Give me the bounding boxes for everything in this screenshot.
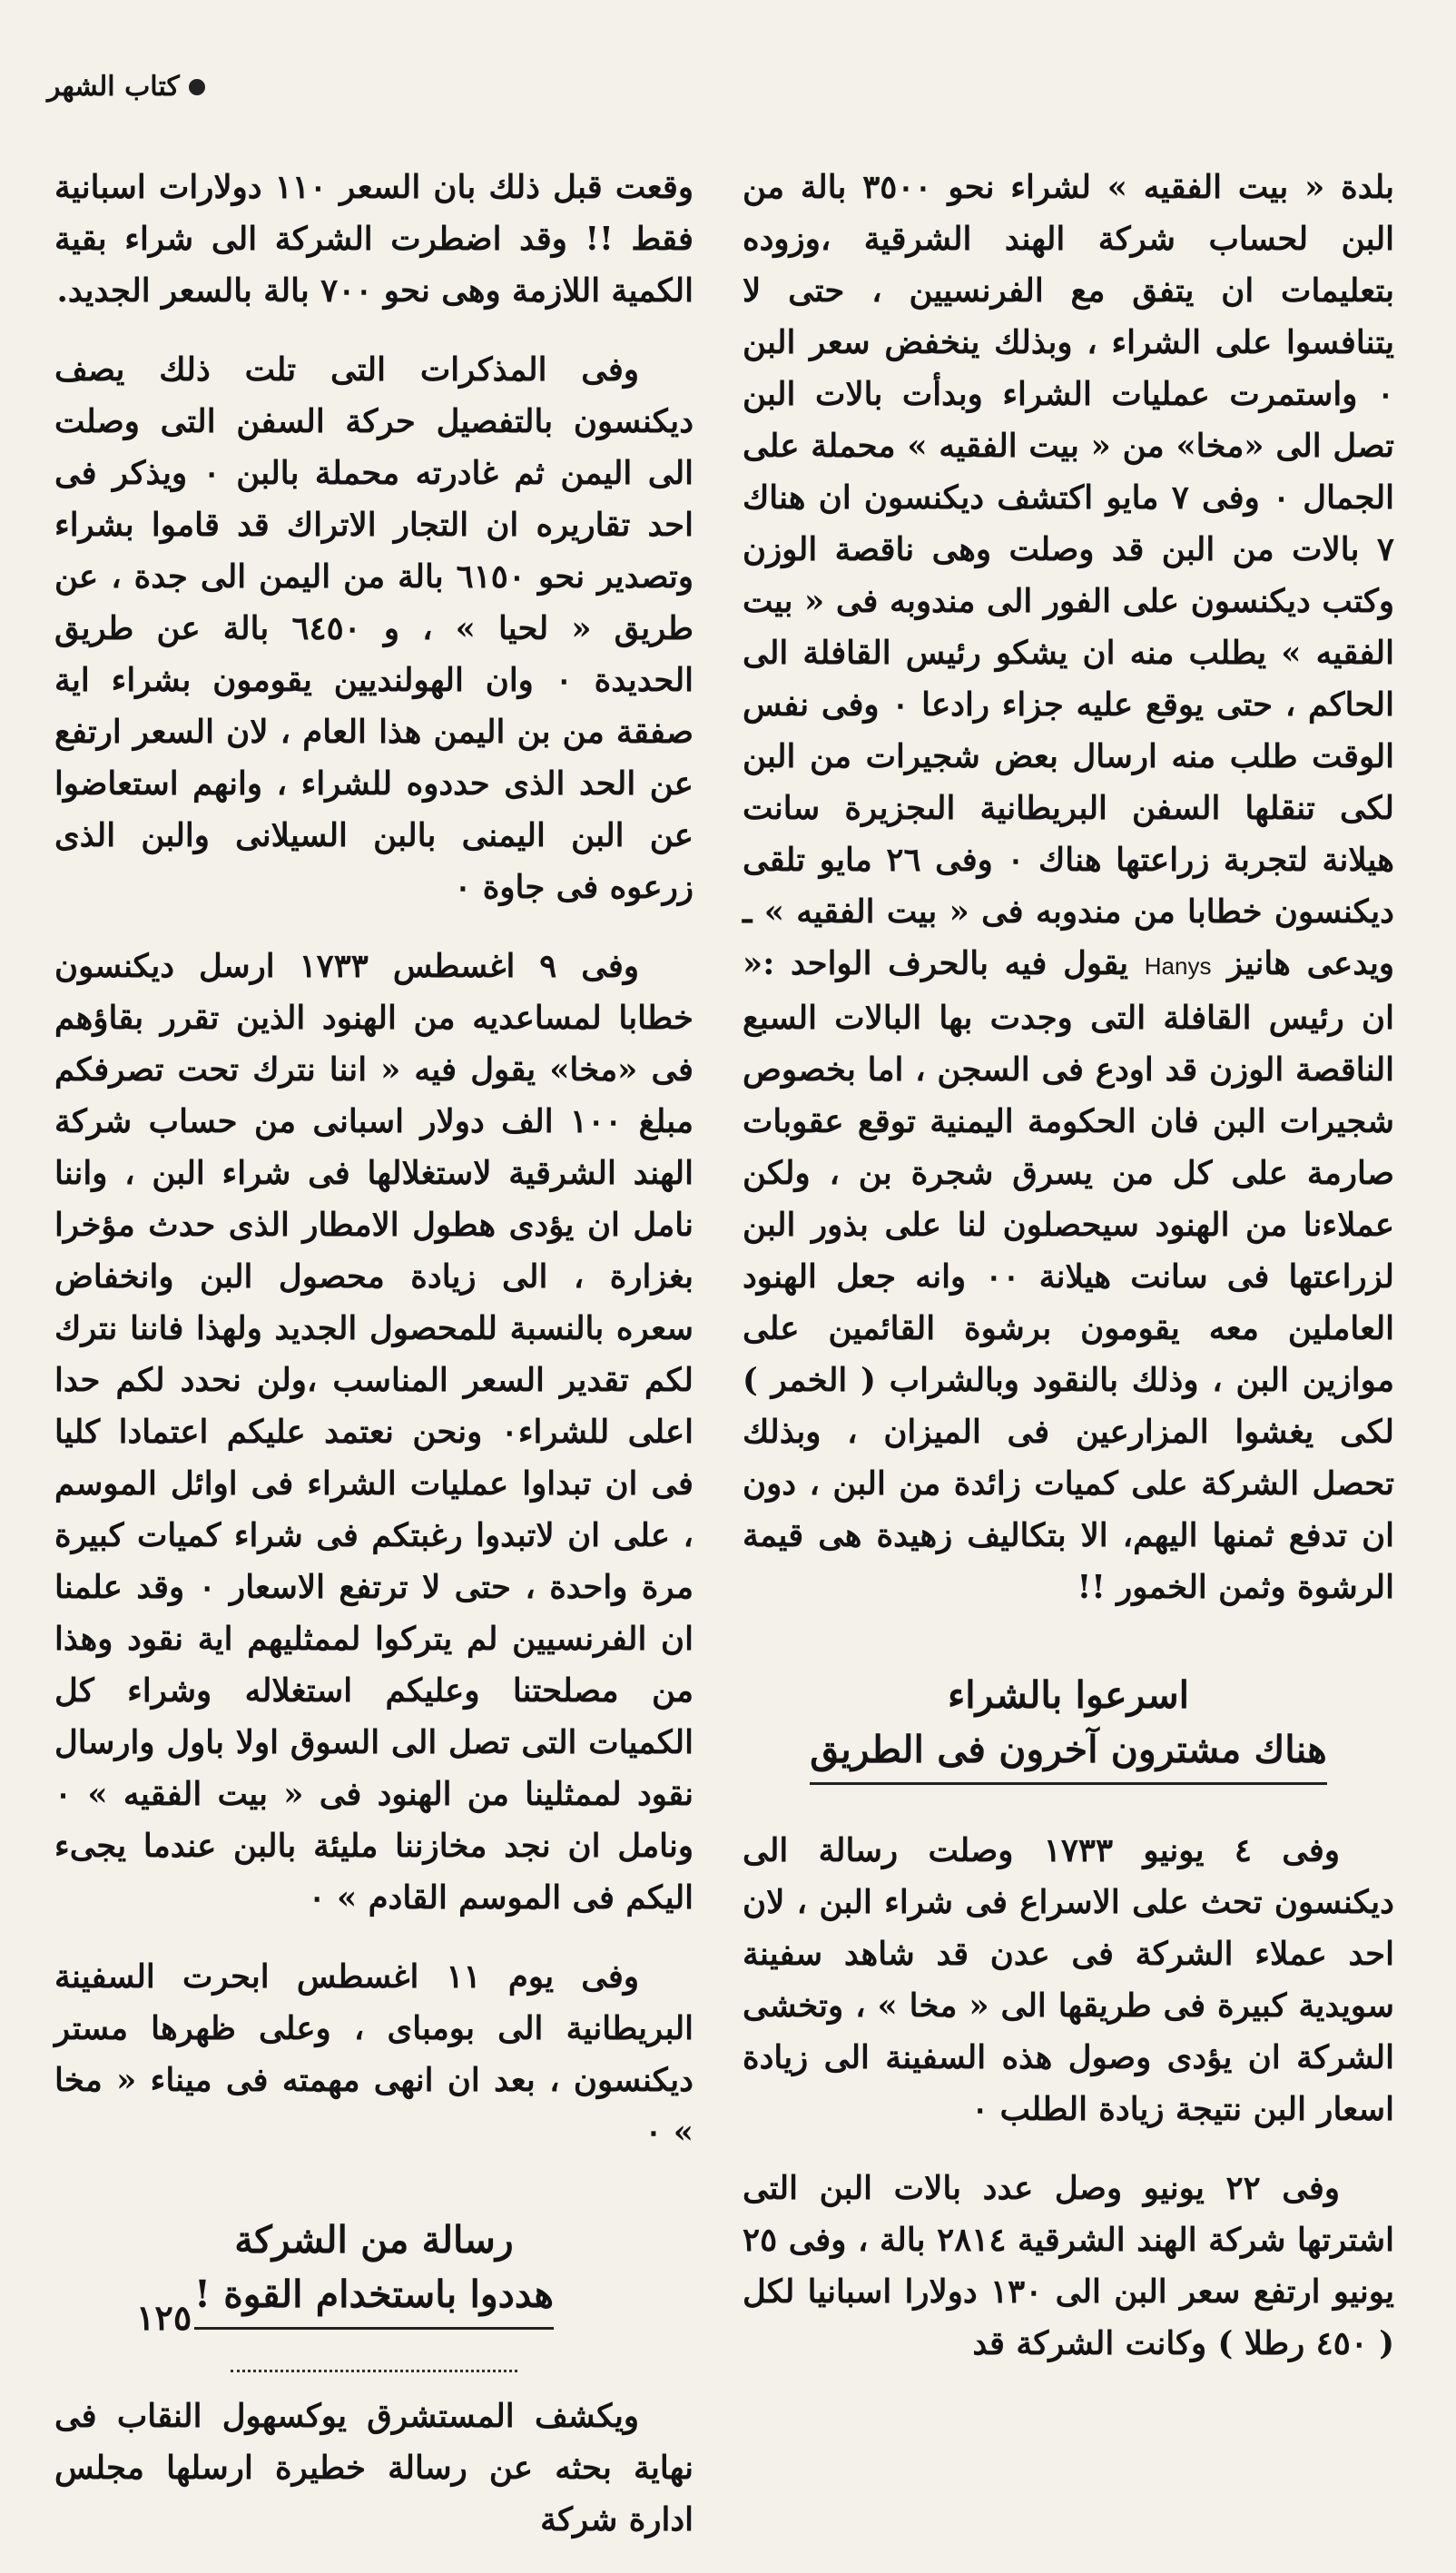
- heading-line-2: هناك مشترون آخرون فى الطريق: [810, 1722, 1327, 1785]
- right-paragraph-2: وفى ٤ يونيو ١٧٣٣ وصلت رسالة الى ديكنسون تحث على الاسراع فى شراء البن ، لان احد عملاء الشركة فى عدن قد شاهد سفينة سويدية كبيرة فى طريقها الى « مخا » ، وتخشى الشركة ان يؤدى وصول هذه السفينة الى زيادة اسعار البن نتيجة زيادة الطلب ٠: [743, 1832, 1394, 2128]
- heading-line-1: رسالة من الشركة: [234, 2218, 514, 2262]
- right-paragraph-3: وفى ٢٢ يونيو وصل عدد بالات البن التى اشترتها شركة الهند الشرقية ٢٨١٤ بالة ، وفى ٢٥ يونيو ارتفع سعر البن الى ١٣٠ دولارا اسبانيا لكل ( ٤٥٠ رطلا ) وكانت الشركة قد: [743, 2170, 1394, 2362]
- right-column: [743, 162, 1394, 2397]
- running-title: كتاب الشهر: [47, 71, 180, 103]
- left-column: [54, 162, 694, 2573]
- page-number: ١٢٥: [136, 2297, 192, 2338]
- heading-line-1: اسرعوا بالشراء: [948, 1673, 1189, 1717]
- section-heading-rush: [743, 1668, 1394, 1785]
- heading-line-2: هددوا باستخدام القوة !: [194, 2267, 554, 2330]
- dotted-divider: [231, 2370, 518, 2372]
- left-paragraph-5: ويكشف المستشرق يوكسهول النقاب فى نهاية بحثه عن رسالة خطيرة ارسلها مجلس ادارة شركة: [54, 2398, 694, 2538]
- running-header: [47, 71, 205, 103]
- left-paragraph-4: وفى يوم ١١ اغسطس ابحرت السفينة البريطانية الى بومباى ، وعلى ظهرها مستر ديكنسون ، بعد ان انهى مهمته فى ميناء « مخا » ٠: [54, 1958, 694, 2151]
- right-paragraph-1: بلدة « بيت الفقيه » لشراء نحو ٣٥٠٠ بالة من البن لحساب شركة الهند الشرقية ،وزوده بتعليمات ان يتفق مع الفرنسيين ، حتى لا يتنافسوا على الشراء ، وبذلك ينخفض سعر البن ٠ واستمرت عمليات الشراء وبدأت بالات البن تصل الى «مخا» من « بيت الفقيه » محملة على الجمال ٠ وفى ٧ مايو اكتشف ديكنسون ان هناك ٧ بالات من البن قد وصلت وهى ناقصة الوزن وكتب ديكنسون على الفور الى مندوبه فى « بيت الفقيه » يطلب منه ان يشكو رئيس القافلة الى الحاكم ، حتى يوقع عليه جزاء رادعا ٠ وفى نفس الوقت طلب منه ارسال بعض شجيرات من البن لكى تنقلها السفن البريطانية الىجزيرة سانت هيلانة لتجربة زراعتها هناك ٠ وفى ٢٦ مايو تلقى ديكنسون خطابا من مندوبه فى « بيت الفقيه » ـ ويدعى هانيز Hanys يقول فيه بالحرف الواحد :« ان رئيس القافلة التى وجدت بها البالات السبع الناقصة الوزن قد اودع فى السجن ، اما بخصوص شجيرات البن فان الحكومة اليمنية توقع عقوبات صارمة على كل من يسرق شجرة بن ، ولكن عملاءنا من الهنود سيحصلون لنا على بذور البن لزراعتها فى سانت هيلانة ٠٠ وانه جعل الهنود العاملين معه يقومون برشوة القائمين على موازين البن ، وذلك بالنقود وبالشراب ( الخمر ) لكى يغشوا المزارعين فى الميزان ، وبذلك تحصل الشركة على كميات زائدة من البن ، دون ان تدفع ثمنها اليهم، الا بتكاليف زهيدة هى قيمة الرشوة وثمن الخمور !!: [743, 169, 1394, 1606]
- left-paragraph-1: وقعت قبل ذلك بان السعر ١١٠ دولارات اسبانية فقط !! وقد اضطرت الشركة الى شراء بقية الكمية اللازمة وهى نحو ٧٠٠ بالة بالسعر الجديد.: [54, 169, 694, 310]
- left-paragraph-3: وفى ٩ اغسطس ١٧٣٣ ارسل ديكنسون خطابا لمساعديه من الهنود الذين تقرر بقاؤهم فى «مخا» يقول فيه « اننا نترك تحت تصرفكم مبلغ ١٠٠ الف دولار اسبانى من حساب شركة الهند الشرقية لاستغلالها فى شراء البن ، واننا نامل ان يؤدى هطول الامطار الذى حدث مؤخرا بغزارة ، الى زيادة محصول البن وانخفاض سعره بالنسبة للمحصول الجديد ولهذا فاننا نترك لكم تقدير السعر المناسب ،ولن نحدد لكم حدا اعلى للشراء٠ ونحن نعتمد عليكم اعتمادا كليا فى ان تبداوا عمليات الشراء فى اوائل الموسم ، على ان لاتبدوا رغبتكم فى شراء كميات كبيرة مرة واحدة ، حتى لا ترتفع الاسعار ٠ وقد علمنا ان الفرنسيين لم يتركوا لممثليهم اية نقود وهذا من مصلحتنا وعليكم استغلاله وشراء كل الكميات التى تصل الى السوق اولا باول وارسال نقود لممثلينا من الهنود فى « بيت الفقيه » ٠ ونامل ان نجد مخازننا مليئة بالبن عندما يجىء اليكم فى الموسم القادم » ٠: [54, 948, 694, 1917]
- bullet-icon: [189, 79, 205, 95]
- latin-name: Hanys: [1144, 952, 1212, 980]
- left-paragraph-2: وفى المذكرات التى تلت ذلك يصف ديكنسون بالتفصيل حركة السفن التى وصلت الى اليمن ثم غادرته محملة بالبن ٠ ويذكر فى احد تقاريره ان التجار الاتراك قد قاموا بشراء وتصدير نحو ٦١٥٠ بالة من اليمن الى جدة ، عن طريق « لحيا » ، و ٦٤٥٠ بالة عن طريق الحديدة ٠ وان الهولنديين يقومون بشراء اية صفقة من بن اليمن هذا العام ، لان السعر ارتفع عن الحد الذى حددوه للشراء ، وانهم استعاضوا عن البن اليمنى بالبن السيلانى والبن الذى زرعوه فى جاوة ٠: [54, 351, 694, 906]
